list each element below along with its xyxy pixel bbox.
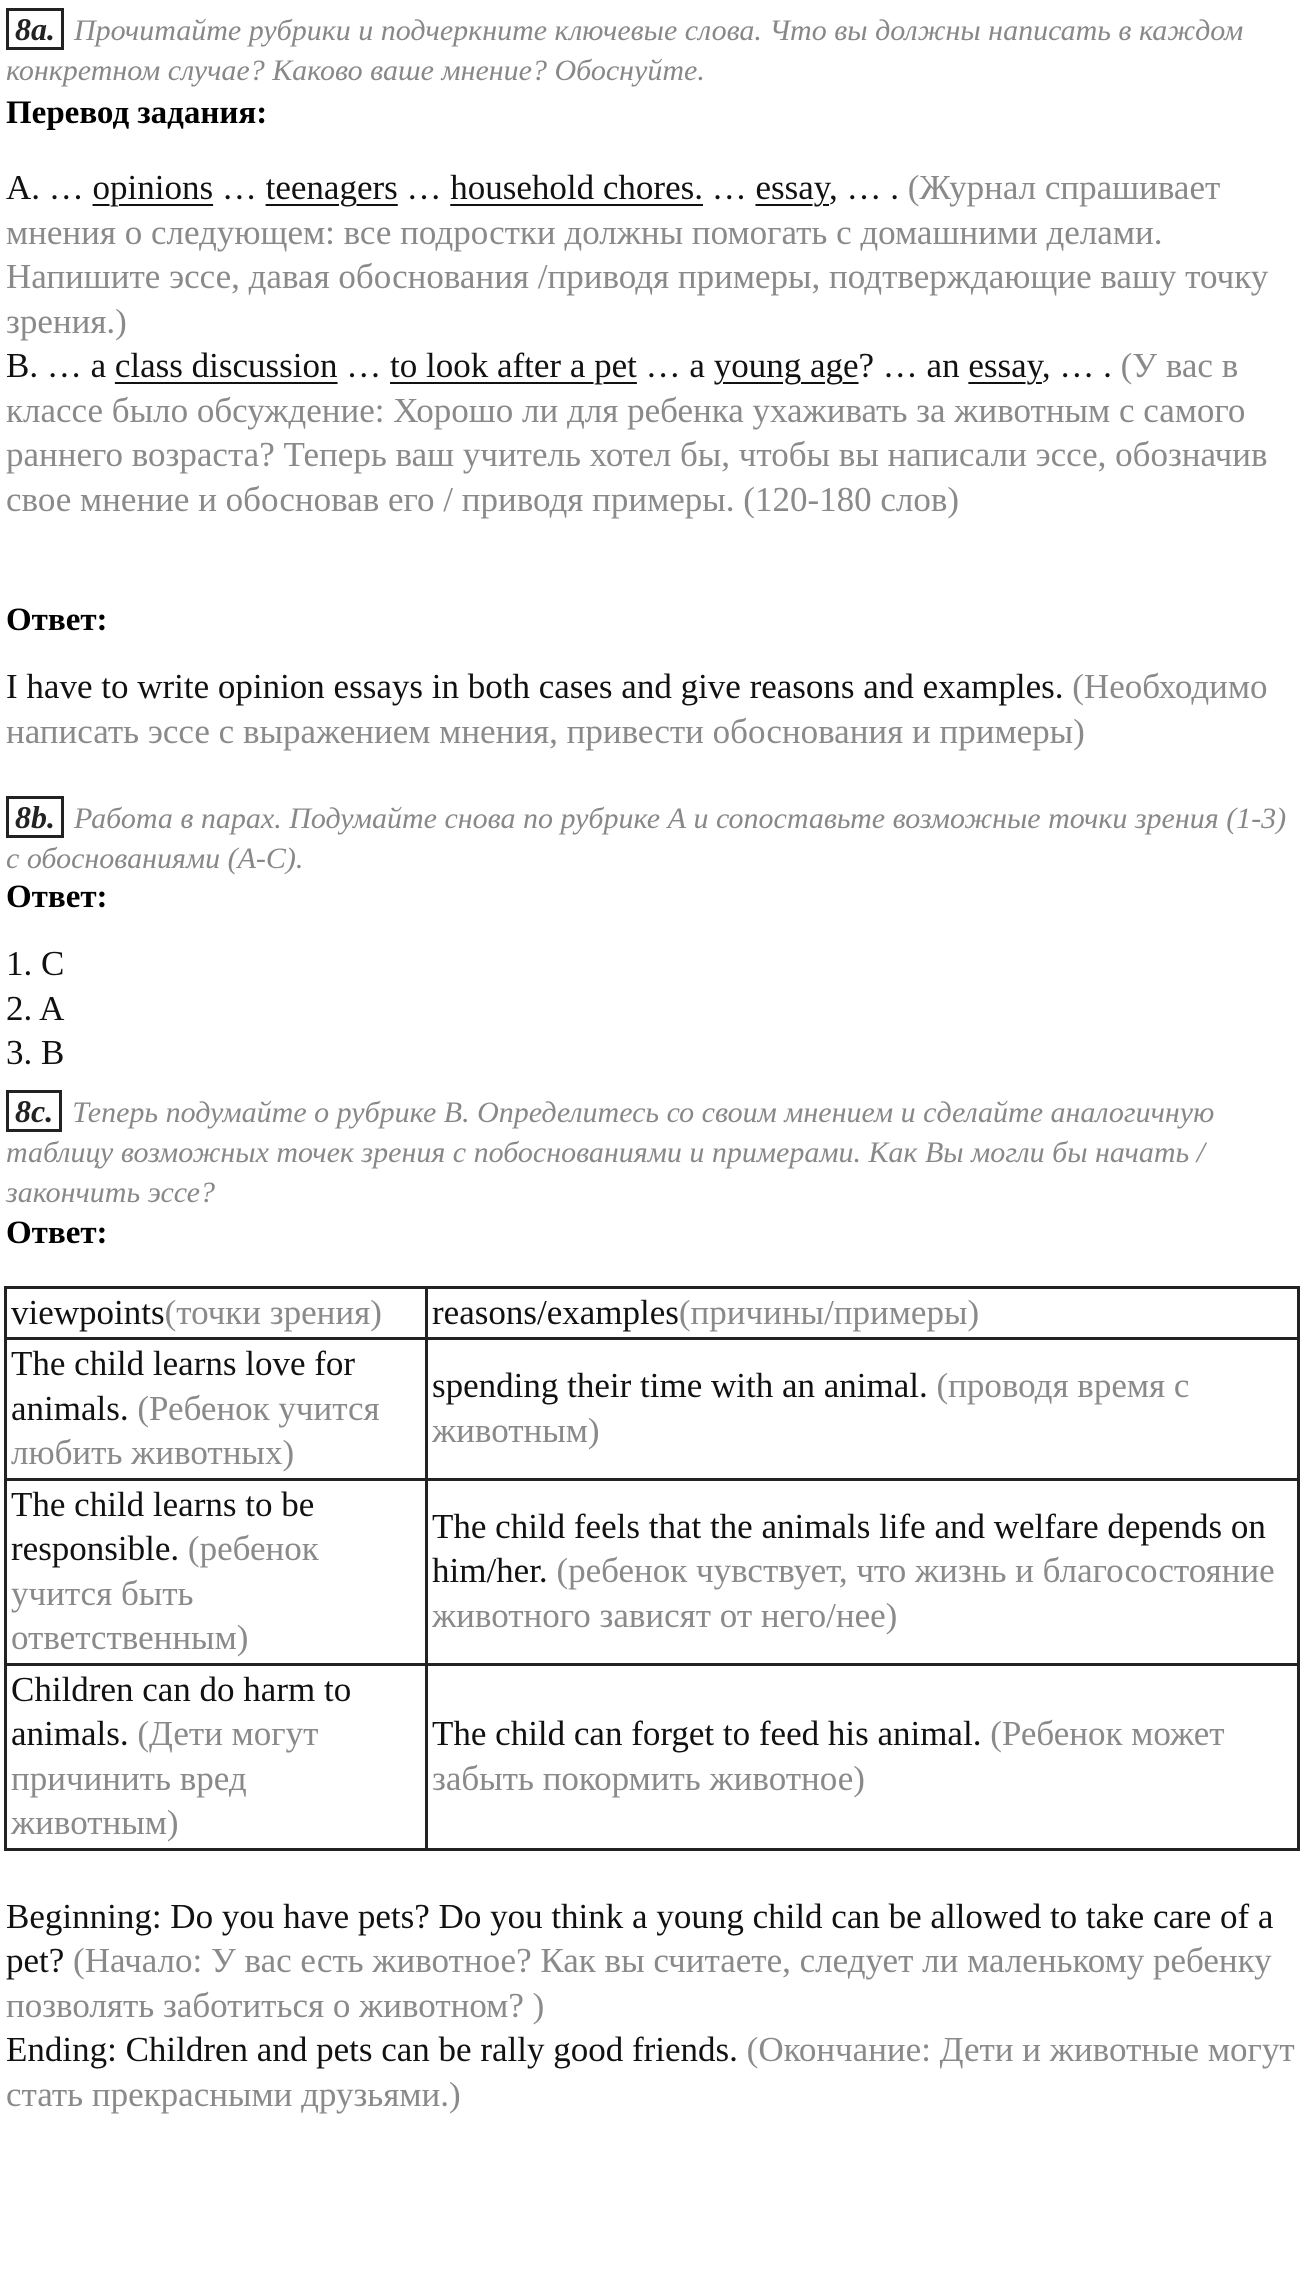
document-page xyxy=(6,8,1300,2117)
header-ru: (точки зрения) xyxy=(164,1292,382,1332)
item-a-keyword-2: teenagers xyxy=(265,168,398,207)
cell-en: The child learns to be responsible. xyxy=(11,1484,315,1568)
task-8a-instruction-block xyxy=(6,8,1300,91)
item-a-keyword-3: household chores. xyxy=(450,168,703,207)
task-8c-instruction-block xyxy=(6,1090,1300,1213)
item-b-keyword-4: essay xyxy=(968,346,1042,385)
ending-paragraph xyxy=(6,2028,1300,2117)
list-item: 1. C xyxy=(6,944,65,983)
task-8a-answer-en: I have to write opinion essays in both cases and give reasons and examples. xyxy=(6,667,1064,706)
list-item: 2. A xyxy=(6,988,65,1028)
viewpoints-table xyxy=(4,1286,1300,1851)
cell-en: The child feels that the animals life and welfare depends on him/her. xyxy=(432,1506,1266,1591)
table-cell-reason xyxy=(427,1339,1299,1480)
task-8c-answer-heading: Ответ: xyxy=(6,1214,108,1251)
header-en: reasons/examples xyxy=(432,1292,679,1332)
item-b-keyword-2: to look after a pet xyxy=(390,346,637,385)
task-8b-instruction-block xyxy=(6,796,1300,879)
translation-heading: Перевод задания: xyxy=(6,95,268,131)
cell-en: The child can forget to feed his animal. xyxy=(432,1714,982,1753)
table-cell-viewpoint xyxy=(6,1664,427,1849)
beginning-paragraph xyxy=(6,1895,1300,2029)
task-8b-answer-heading: Ответ: xyxy=(6,879,108,915)
item-a-sep-3: … xyxy=(711,168,747,207)
task-8c-badge: 8c. xyxy=(6,1090,62,1132)
task-8a-answer-heading: Ответ: xyxy=(6,602,108,638)
item-b-sep-4: , … . xyxy=(1041,346,1112,385)
cell-ru: (ребенок учится быть ответственным) xyxy=(11,1529,319,1657)
ending-ru: (Окончание: Дети и животные могут стать прекрасными друзьями.) xyxy=(6,2030,1295,2114)
table-row xyxy=(6,1479,1299,1664)
item-a-translation: (Журнал спрашивает мнения о следующем: все подростки должны помогать с домашними делами. Напишите эссе, давая обоснования /приводя примеры, подтверждающие вашу точку зрения.) xyxy=(6,168,1269,341)
item-a-keyword-1: opinions xyxy=(92,168,214,207)
table-cell-viewpoint xyxy=(6,1339,427,1480)
table-cell-reason xyxy=(427,1479,1299,1664)
item-a-letter: A. … xyxy=(6,168,84,207)
item-a-paragraph xyxy=(6,166,1300,344)
item-a-sep-2: … xyxy=(406,168,442,207)
cell-en: spending their time with an animal. xyxy=(432,1366,928,1406)
task-8b-answer-list xyxy=(6,942,1300,1076)
ending-en: Ending: Children and pets can be rally good friends. xyxy=(6,2030,738,2069)
cell-ru: (Ребенок может забыть покормить животное) xyxy=(432,1714,1225,1798)
item-b-letter: B. … a xyxy=(6,346,107,385)
cell-ru: (Дети могут причинить вред животным) xyxy=(11,1714,319,1842)
header-ru: (причины/примеры) xyxy=(678,1292,980,1332)
item-a-sep-4: , … . xyxy=(829,168,900,207)
item-a-sep-1: … xyxy=(221,168,257,207)
table-header-row xyxy=(6,1287,1299,1339)
item-a-keyword-4: essay xyxy=(755,168,830,207)
table-header-viewpoints xyxy=(6,1287,427,1339)
table-row xyxy=(6,1664,1299,1849)
beginning-ru: (Начало: У вас есть животное? Как вы считаете, следует ли маленькому ребенку позволять заботиться о животном? ) xyxy=(6,1941,1272,2025)
item-b-sep-2: … a xyxy=(645,346,705,385)
item-b-translation: (У вас в классе было обсуждение: Хорошо ли для ребенка ухаживать за животным с самого раннего возраста? Теперь ваш учитель хотел бы, чтобы вы написали эссе, обозначив свое мнение и обосновав его / приводя примеры. (120-180 слов) xyxy=(6,346,1268,519)
item-b-keyword-3: young age xyxy=(713,346,859,385)
cell-en: The child learns love for animals. xyxy=(11,1344,356,1428)
table-row xyxy=(6,1339,1299,1480)
table-header-reasons xyxy=(427,1287,1299,1339)
cell-ru: (проводя время с животным) xyxy=(432,1366,1190,1450)
item-b-paragraph xyxy=(6,344,1300,522)
table-cell-reason xyxy=(427,1664,1299,1849)
task-8a-answer xyxy=(6,665,1300,754)
task-8c-instruction: Теперь подумайте о рубрике В. Определитесь со своим мнением и сделайте аналогичную таблицу возможных точек зрения с побоснованиями и примерами. Как Вы могли бы начать / закончить эссе? xyxy=(6,1095,1215,1209)
cell-ru: (ребенок чувствует, что жизнь и благосостояние животного зависят от него/нее) xyxy=(432,1551,1275,1635)
item-b-keyword-1: class discussion xyxy=(114,346,338,385)
cell-ru: (Ребенок учится любить животных) xyxy=(11,1388,380,1472)
table-cell-viewpoint xyxy=(6,1479,427,1664)
header-en: viewpoints xyxy=(11,1292,165,1332)
task-8a-instruction: Прочитайте рубрики и подчеркните ключевые слова. Что вы должны написать в каждом конкретном случае? Каково ваше мнение? Обоснуйте. xyxy=(6,14,1244,87)
task-8a-answer-ru: (Необходимо написать эссе с выражением мнения, привести обоснования и примеры) xyxy=(6,667,1268,751)
task-8b-badge: 8b. xyxy=(6,796,64,838)
item-b-sep-1: … xyxy=(346,346,382,385)
beginning-en: Beginning: Do you have pets? Do you think a young child can be allowed to take care of a pet? xyxy=(6,1896,1274,1980)
item-b-sep-3: ? … an xyxy=(858,346,960,385)
list-item: 3. B xyxy=(6,1033,65,1072)
cell-en: Children can do harm to animals. xyxy=(11,1669,352,1753)
task-8a-badge: 8a. xyxy=(6,8,64,50)
task-8b-instruction: Работа в парах. Подумайте снова по рубрике А и сопоставьте возможные точки зрения (1-3) с обоснованиями (А-С). xyxy=(6,802,1287,875)
